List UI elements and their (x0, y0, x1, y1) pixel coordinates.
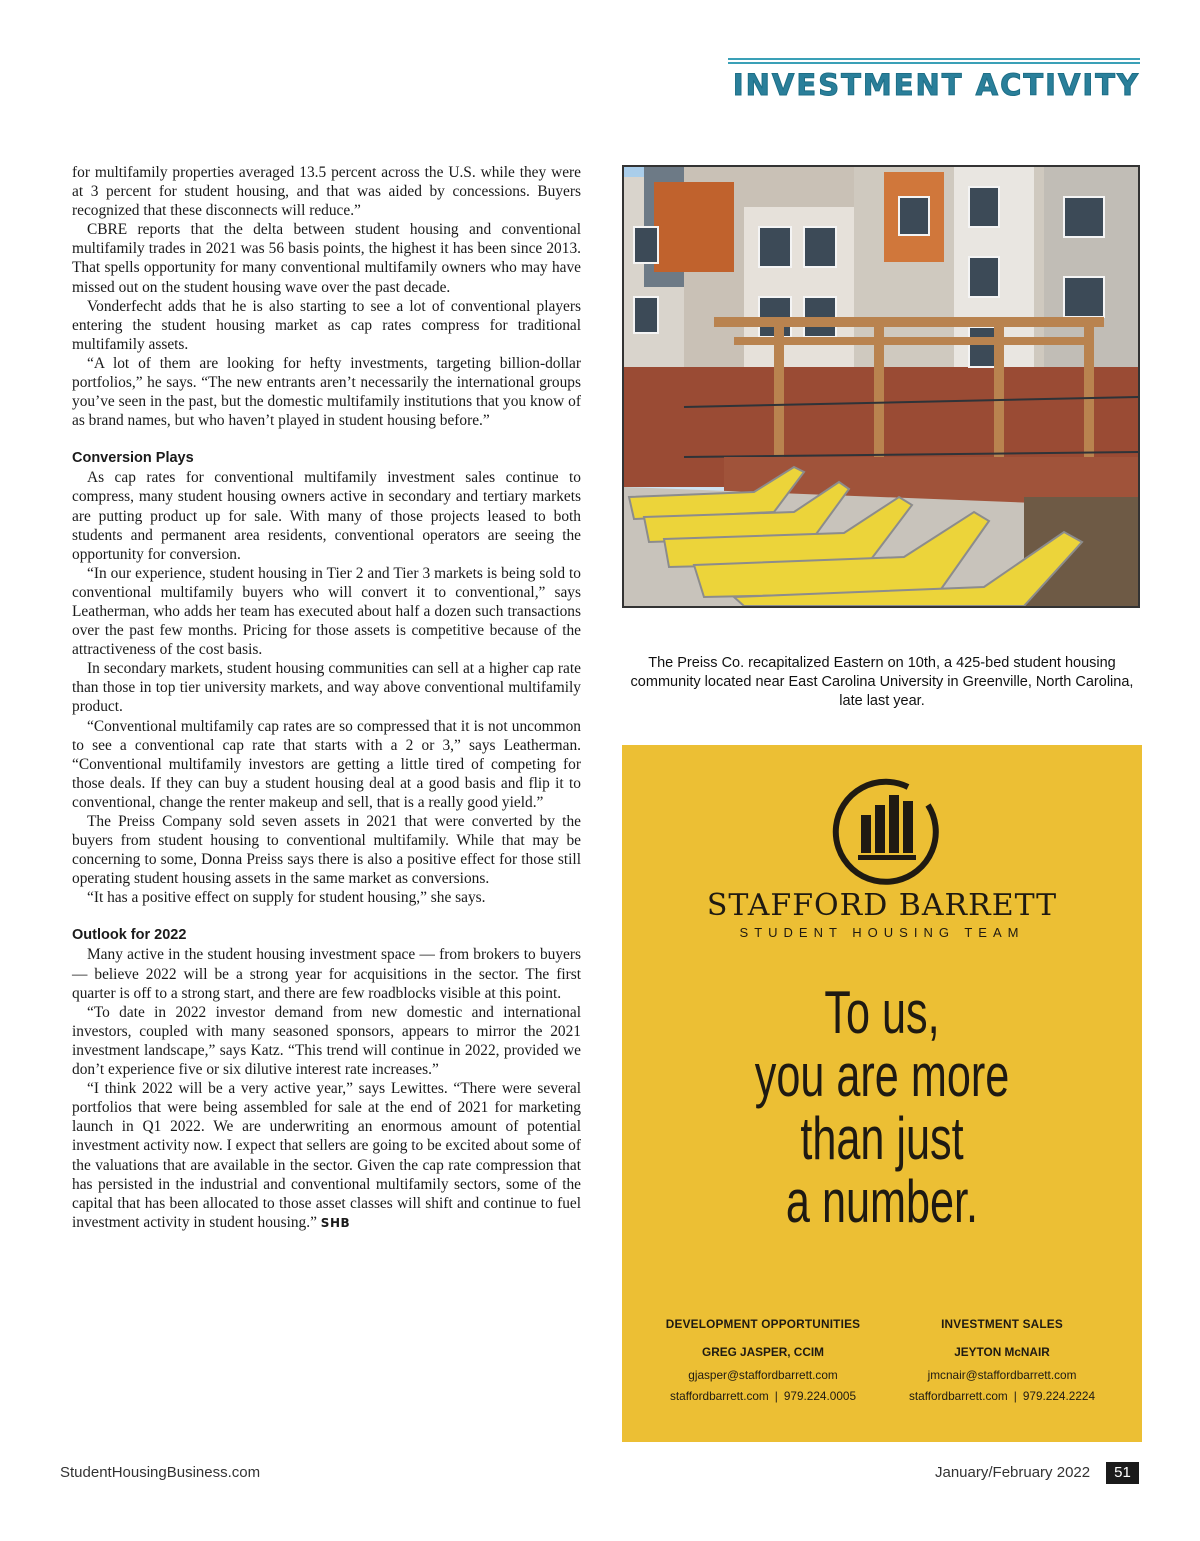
contact-investment-sales (884, 1317, 1120, 1403)
final-paragraph-text: “I think 2022 will be a very active year,” says Lewittes. “There were several portfolios that were being assembled for sale at the end of 2021 for marketing launch in Q1 2022. We are underwriting an enormous amount of potential investment activity now. I expect that sellers are going to be excited about some of the valuations that are available in the sector. Given the cap rate compression that has persisted in the industrial and conventional multifamily sectors, some of the capital that has been allocated to those asset classes will shift and continue to fuel investment activity in student housing.” (72, 1080, 581, 1231)
section-heading-outlook: Outlook for 2022 (72, 927, 187, 944)
article-paragraph: “To date in 2022 investor demand from new domestic and international investors, coupled with many seasoned sponsors, appears to mirror the 2021 investment landscape,” says Katz. “This trend will continue in 2022, provided we don’t experience five or six dilutive interest rate increases.” (72, 1003, 581, 1079)
header-rule-top (728, 58, 1140, 60)
article-paragraph-final (72, 1079, 581, 1233)
article-paragraph: for multifamily properties averaged 13.5 percent across the U.S. while they were at 3 percent for student housing, and that was aided by concessions. Buyers recognized that these disconnects will reduce.” (72, 164, 581, 220)
ad-slogan (695, 981, 1069, 1233)
contact-name: JEYTON McNAIR (954, 1345, 1050, 1359)
ad-brand-name: STAFFORD BARRETT (706, 888, 1058, 923)
slogan-line: you are more (754, 1042, 1010, 1109)
pool-deck-illustration (624, 167, 1138, 606)
contact-web-phone: staffordbarrett.com | 979.224.2224 (908, 1389, 1096, 1403)
contact-website[interactable]: staffordbarrett.com (669, 1389, 769, 1403)
contact-phone: 979.224.2224 (1022, 1389, 1096, 1403)
article-paragraph: As cap rates for conventional multifamily investment sales continue to compress, many student housing owners active in secondary and tertiary markets are putting product up for sale. With many of those projects leased to both students and permanent area residents, conventional operators are seeing the opportunity for conversion. (72, 469, 581, 563)
contact-heading: DEVELOPMENT OPPORTUNITIES (665, 1317, 861, 1331)
article-paragraph: Many active in the student housing investment space — from brokers to buyers — believe 2022 will be a strong year for acquisitions in the sector. The first quarter is off to a strong start, and there are few roadblocks visible at this point. (72, 946, 581, 1002)
page-number: 51 (1106, 1462, 1139, 1484)
stafford-barrett-advertisement (622, 745, 1142, 1442)
slogan-line: a number. (785, 1168, 979, 1235)
article-paragraph: Vonderfecht adds that he is also starting to see a lot of conventional players entering the student housing market as cap rates compress for traditional multifamily assets. (72, 297, 581, 353)
photo-caption: The Preiss Co. recapitalized Eastern on 10th, a 425-bed student housing community located near East Carolina University in Greenville, North Carolina, late last year. (630, 655, 1134, 709)
contact-name: GREG JASPER, CCIM (702, 1345, 824, 1359)
contact-website[interactable]: staffordbarrett.com (908, 1389, 1008, 1403)
footer-site[interactable]: StudentHousingBusiness.com (60, 1464, 261, 1481)
header-rule-bottom (728, 62, 1140, 64)
article-paragraph: “In our experience, student housing in Tier 2 and Tier 3 markets is being sold to conventional multifamily buyers who will convert it to conventional,” says Leatherman, who adds her team has executed about half a dozen such transactions over the past few months. Pricing for those assets is competitive because of the attractiveness of the cost basis. (72, 564, 581, 659)
article-column (72, 163, 581, 1233)
article-paragraph: “Conventional multifamily cap rates are so compressed that it is not uncommon to see a conventional cap rate that starts with a 2 or 3,” says Leatherman. “Conventional multifamily investors are getting a little tired of competing for those deals. If they can buy a student housing deal at a good basis and flip it to conventional, change the renter makeup and sell, that is a really good yield.” (72, 717, 581, 811)
contact-development (644, 1317, 882, 1403)
building-logo-icon (830, 775, 940, 885)
end-mark: SHB (320, 1215, 351, 1230)
article-paragraph: “It has a positive effect on supply for student housing,” she says. (87, 889, 486, 907)
contact-phone: 979.224.0005 (783, 1389, 857, 1403)
article-paragraph: CBRE reports that the delta between student housing and conventional multifamily trades in 2021 was 56 basis points, the highest it has been since 2013. That spells opportunity for many conventional multifamily owners who may have missed out on the student housing wave over the past decade. (72, 221, 581, 296)
footer-issue: January/February 2022 (935, 1464, 1091, 1481)
section-heading-conversion-plays: Conversion Plays (72, 450, 194, 467)
article-paragraph: The Preiss Company sold seven assets in 2021 that were converted by the buyers from student housing to conventional multifamily. While that may be concerning to some, Donna Preiss says there is also a positive effect for those still operating student housing assets in the same market as conversions. (72, 813, 581, 888)
contact-email[interactable]: jmcnair@staffordbarrett.com (927, 1368, 1077, 1382)
slogan-line: than just (800, 1105, 964, 1172)
property-photo (622, 165, 1140, 608)
article-paragraph: “A lot of them are looking for hefty investments, targeting billion-dollar portfolios,” he says. “The new entrants aren’t necessarily the international groups you’ve seen in the past, but the domestic multifamily institutions that you know of as brand names, but who haven’t played in student housing before.” (72, 354, 581, 430)
slogan-line: To us, (824, 979, 940, 1046)
ad-brand-subtitle: STUDENT HOUSING TEAM (739, 925, 1025, 940)
contact-email[interactable]: gjasper@staffordbarrett.com (688, 1368, 838, 1382)
article-paragraph: In secondary markets, student housing communities can sell at a higher cap rate than those in top tier university markets, and way above conventional multifamily product. (72, 660, 581, 716)
section-title: INVESTMENT ACTIVITY (732, 68, 1140, 102)
contact-heading: INVESTMENT SALES (941, 1317, 1063, 1331)
contact-web-phone: staffordbarrett.com | 979.224.0005 (669, 1389, 857, 1403)
